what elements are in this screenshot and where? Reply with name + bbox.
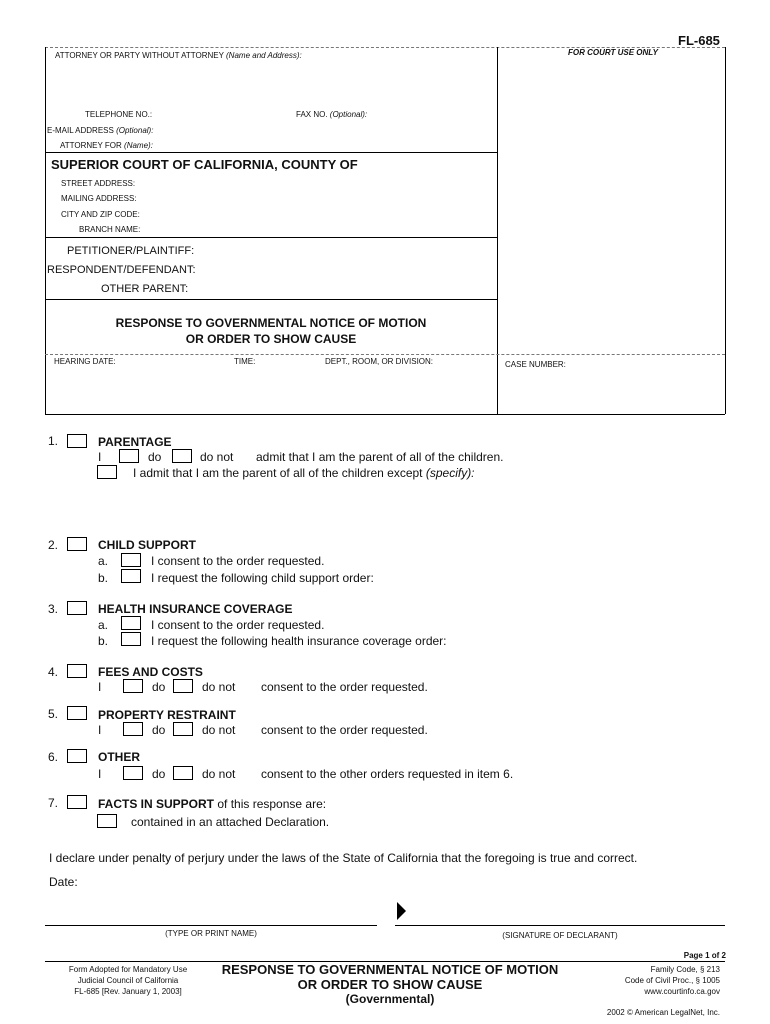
fees-costs-do-not-checkbox[interactable]: [173, 679, 193, 693]
telephone-label: TELEPHONE NO.:: [85, 110, 153, 119]
court-title: SUPERIOR COURT OF CALIFORNIA, COUNTY OF: [51, 157, 358, 172]
street-address-field[interactable]: [140, 176, 494, 191]
child-support-heading: CHILD SUPPORT: [98, 538, 197, 552]
date-label: Date:: [49, 875, 78, 889]
item-number: 6.: [48, 750, 59, 764]
city-zip-field[interactable]: [140, 207, 494, 222]
item-number: 5.: [48, 707, 59, 721]
hearing-date-label: HEARING DATE:: [54, 357, 116, 366]
health-insurance-checkbox[interactable]: [67, 601, 87, 615]
perjury-declaration: I declare under penalty of perjury under the laws of the State of California that the foregoing is true and correct.: [49, 851, 638, 865]
fees-costs-heading: FEES AND COSTS: [98, 665, 203, 679]
telephone-field[interactable]: [150, 107, 294, 123]
city-zip-label: CITY AND ZIP CODE:: [61, 210, 140, 219]
form-number: FL-685: [678, 33, 720, 48]
property-restraint-do-checkbox[interactable]: [123, 722, 143, 736]
item-number: 3.: [48, 602, 59, 616]
caption-right-border: [725, 47, 726, 414]
fees-costs-statement: consent to the order requested.: [261, 680, 428, 694]
time-field[interactable]: [232, 370, 321, 388]
item-number: 2.: [48, 538, 59, 552]
property-restraint-i-label: I: [98, 723, 102, 737]
parentage-except-checkbox[interactable]: [97, 465, 117, 479]
mailing-address-field[interactable]: [140, 191, 494, 206]
health-insurance-heading: HEALTH INSURANCE COVERAGE: [98, 602, 293, 616]
child-support-request-field[interactable]: [151, 586, 725, 602]
time-label: TIME:: [234, 357, 256, 366]
fees-costs-i-label: I: [98, 680, 102, 694]
parentage-do-label: do: [148, 450, 162, 464]
health-insurance-request-field[interactable]: [151, 649, 725, 665]
code-references: Family Code, § 213 Code of Civil Proc., § 1005 www.courtinfo.ca.gov: [624, 965, 720, 996]
fees-costs-do-not-label: do not: [202, 680, 236, 694]
child-support-consent-checkbox[interactable]: [121, 553, 141, 567]
caption-bottom-border: [45, 414, 725, 415]
other-parent-label: OTHER PARENT:: [101, 283, 189, 295]
title-section-bottom: [45, 354, 725, 355]
fax-field[interactable]: [366, 107, 496, 123]
attorney-label: ATTORNEY OR PARTY WITHOUT ATTORNEY (Name and Address):: [55, 51, 302, 60]
print-name-caption: (TYPE OR PRINT NAME): [165, 929, 257, 938]
facts-in-support-heading: FACTS IN SUPPORT of this response are:: [98, 797, 327, 811]
caption-left-border: [45, 47, 46, 414]
other-heading: OTHER: [98, 750, 140, 764]
facts-in-support-checkbox[interactable]: [67, 795, 87, 809]
health-insurance-consent-text: I consent to the order requested.: [151, 618, 325, 632]
item-number: 1.: [48, 434, 59, 448]
declaration-attached-text: contained in an attached Declaration.: [131, 815, 330, 829]
other-do-not-label: do not: [202, 767, 236, 781]
respondent-field[interactable]: [188, 261, 494, 278]
mailing-address-label: MAILING ADDRESS:: [61, 194, 137, 203]
parentage-do-not-checkbox[interactable]: [172, 449, 192, 463]
case-number-label: CASE NUMBER:: [505, 360, 566, 369]
print-name-line: [45, 925, 377, 926]
health-insurance-request-checkbox[interactable]: [121, 632, 141, 646]
fees-costs-do-checkbox[interactable]: [123, 679, 143, 693]
child-support-b-label: b.: [98, 571, 109, 585]
parentage-checkbox[interactable]: [67, 434, 87, 448]
other-do-checkbox[interactable]: [123, 766, 143, 780]
parentage-except-field[interactable]: [133, 482, 727, 532]
other-i-label: I: [98, 767, 102, 781]
form-title-line2: OR ORDER TO SHOW CAUSE: [185, 332, 357, 346]
hearing-date-field[interactable]: [52, 370, 226, 388]
parties-section-bottom: [45, 299, 497, 300]
health-insurance-a-label: a.: [98, 618, 109, 632]
health-insurance-b-label: b.: [98, 634, 109, 648]
property-restraint-heading: PROPERTY RESTRAINT: [98, 708, 236, 722]
adoption-info: Form Adopted for Mandatory Use Judicial Council of California FL-685 [Rev. January 1, 2003]: [68, 965, 188, 996]
item-number: 4.: [48, 665, 59, 679]
signature-caption: (SIGNATURE OF DECLARANT): [502, 931, 618, 940]
copyright: 2002 © American LegalNet, Inc.: [606, 1008, 720, 1017]
court-section-bottom: [45, 237, 497, 238]
other-checkbox[interactable]: [67, 749, 87, 763]
signature-field[interactable]: [397, 906, 727, 926]
other-do-not-checkbox[interactable]: [173, 766, 193, 780]
email-field[interactable]: [152, 123, 494, 139]
fees-costs-checkbox[interactable]: [67, 664, 87, 678]
parentage-except-text: I admit that I am the parent of all of the children except (specify):: [133, 466, 475, 480]
street-address-label: STREET ADDRESS:: [61, 179, 136, 188]
dept-field[interactable]: [323, 370, 495, 388]
petitioner-label: PETITIONER/PLAINTIFF:: [67, 245, 195, 257]
other-statement: consent to the other orders requested in item 6.: [261, 767, 514, 781]
signature-line: [395, 925, 725, 926]
property-restraint-statement: consent to the order requested.: [261, 723, 428, 737]
property-restraint-do-not-label: do not: [202, 723, 236, 737]
fees-costs-do-label: do: [152, 680, 166, 694]
other-do-label: do: [152, 767, 166, 781]
child-support-request-checkbox[interactable]: [121, 569, 141, 583]
date-field[interactable]: [84, 872, 288, 890]
health-insurance-request-text: I request the following health insurance coverage order:: [151, 634, 447, 648]
page-indicator: Page 1 of 2: [683, 951, 726, 960]
health-insurance-consent-checkbox[interactable]: [121, 616, 141, 630]
petitioner-field[interactable]: [188, 242, 494, 259]
attorney-for-label: ATTORNEY FOR (Name):: [60, 141, 153, 150]
child-support-consent-text: I consent to the order requested.: [151, 554, 325, 568]
parentage-i-label: I: [98, 450, 102, 464]
case-number-field[interactable]: [503, 373, 723, 393]
parentage-heading: PARENTAGE: [98, 435, 172, 449]
dept-label: DEPT., ROOM, OR DIVISION:: [325, 357, 434, 366]
county-field[interactable]: [322, 155, 496, 173]
child-support-checkbox[interactable]: [67, 537, 87, 551]
parentage-statement: admit that I am the parent of all of the children.: [256, 450, 504, 464]
property-restraint-do-not-checkbox[interactable]: [173, 722, 193, 736]
branch-name-label: BRANCH NAME:: [79, 225, 141, 234]
form-title-line1: RESPONSE TO GOVERNMENTAL NOTICE OF MOTION: [115, 316, 427, 330]
caption-divider: [497, 47, 498, 414]
parentage-do-checkbox[interactable]: [119, 449, 139, 463]
child-support-request-text: I request the following child support order:: [151, 571, 374, 585]
other-parent-field[interactable]: [188, 280, 494, 297]
print-name-field[interactable]: [47, 906, 379, 926]
property-restraint-checkbox[interactable]: [67, 706, 87, 720]
court-use-only-label: FOR COURT USE ONLY: [568, 48, 658, 57]
child-support-a-label: a.: [98, 554, 109, 568]
property-restraint-do-label: do: [152, 723, 166, 737]
attorney-for-field[interactable]: [150, 138, 494, 153]
branch-name-field[interactable]: [140, 222, 494, 237]
declaration-attached-checkbox[interactable]: [97, 814, 117, 828]
footer-title: RESPONSE TO GOVERNMENTAL NOTICE OF MOTION OR ORDER TO SHOW CAUSE (Governmental): [221, 962, 559, 1006]
attorney-name-address-field[interactable]: [52, 63, 494, 111]
email-label: E-MAIL ADDRESS (Optional):: [47, 126, 154, 135]
parentage-do-not-label: do not: [200, 450, 234, 464]
item-number: 7.: [48, 796, 59, 810]
fax-label: FAX NO. (Optional):: [296, 110, 368, 119]
respondent-label: RESPONDENT/DEFENDANT:: [47, 264, 196, 276]
